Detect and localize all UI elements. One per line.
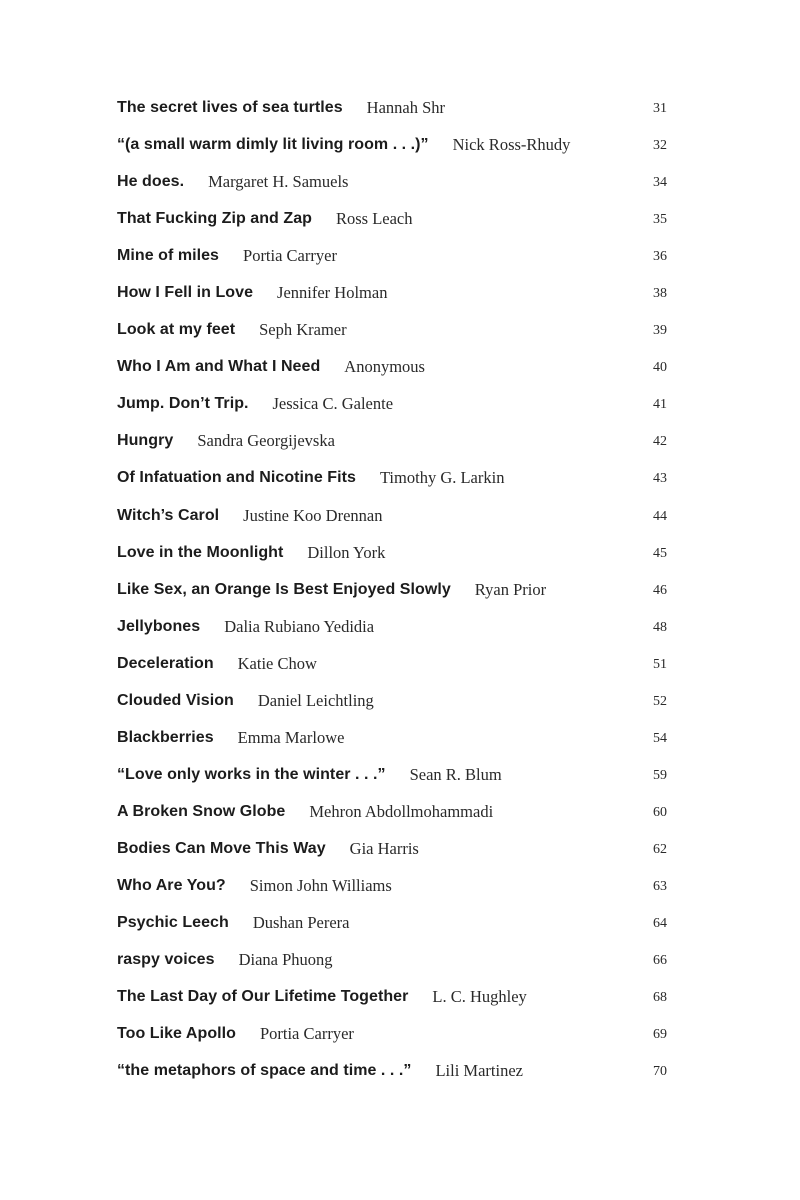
entry-page-number: 51 bbox=[653, 656, 667, 672]
entry-page-number: 36 bbox=[653, 249, 667, 265]
entry-page-number: 59 bbox=[653, 767, 667, 783]
toc-entry bbox=[117, 689, 667, 726]
entry-title: The secret lives of sea turtles bbox=[117, 99, 343, 116]
entry-author: Gia Harris bbox=[349, 838, 419, 858]
toc-entry bbox=[117, 911, 667, 948]
entry-title: Bodies Can Move This Way bbox=[117, 839, 326, 857]
entry-author: Dalia Rubiano Yedidia bbox=[224, 616, 375, 636]
entry-author: Mehron Abdollmohammadi bbox=[309, 801, 494, 821]
toc-entry bbox=[117, 837, 667, 874]
entry-page-number: 69 bbox=[653, 1027, 667, 1043]
table-of-contents bbox=[117, 96, 667, 1096]
entry-page-number: 35 bbox=[653, 212, 667, 228]
entry-page-number: 45 bbox=[653, 545, 667, 561]
entry-title: Love in the Moonlight bbox=[117, 543, 284, 561]
entry-author: L. C. Hughley bbox=[432, 987, 527, 1007]
toc-entry bbox=[117, 244, 667, 281]
entry-author: Timothy G. Larkin bbox=[379, 468, 505, 488]
entry-page-number: 40 bbox=[653, 360, 667, 376]
entry-author: Jennifer Holman bbox=[277, 283, 388, 303]
entry-title: “the metaphors of space and time . . .” bbox=[117, 1062, 412, 1080]
entry-title: Blackberries bbox=[117, 728, 214, 746]
entry-author: Jessica C. Galente bbox=[272, 394, 394, 414]
entry-title: Witch’s Carol bbox=[117, 506, 220, 524]
entry-author: Anonymous bbox=[344, 357, 425, 377]
entry-title: Who I Am and What I Need bbox=[117, 358, 321, 376]
entry-page-number: 48 bbox=[653, 619, 667, 635]
toc-entry bbox=[117, 874, 667, 911]
toc-entry bbox=[117, 504, 667, 541]
entry-page-number: 64 bbox=[653, 916, 667, 932]
toc-entry bbox=[117, 652, 667, 689]
entry-title: Deceleration bbox=[117, 654, 214, 672]
toc-entry bbox=[117, 541, 667, 578]
entry-page-number: 42 bbox=[653, 434, 667, 450]
entry-page-number: 46 bbox=[653, 582, 667, 598]
entry-author: Emma Marlowe bbox=[237, 727, 345, 747]
entry-page-number: 66 bbox=[653, 953, 667, 969]
entry-title: Jellybones bbox=[117, 617, 201, 635]
toc-entry bbox=[117, 1022, 667, 1059]
entry-title: Psychic Leech bbox=[117, 914, 229, 932]
entry-author: Ryan Prior bbox=[474, 579, 547, 599]
entry-author: Nick Ross-Rhudy bbox=[452, 135, 571, 155]
entry-author: Katie Chow bbox=[237, 653, 317, 673]
entry-page-number: 70 bbox=[653, 1064, 667, 1080]
entry-page-number: 38 bbox=[653, 286, 667, 302]
entry-page-number: 52 bbox=[653, 693, 667, 709]
toc-entry bbox=[117, 466, 667, 503]
entry-author: Ross Leach bbox=[335, 209, 413, 229]
entry-page-number: 62 bbox=[653, 841, 667, 857]
entry-title: He does. bbox=[117, 173, 185, 191]
entry-page-number: 34 bbox=[653, 175, 667, 191]
toc-entry bbox=[117, 763, 667, 800]
toc-entry bbox=[117, 615, 667, 652]
entry-title: That Fucking Zip and Zap bbox=[117, 210, 312, 228]
toc-entry bbox=[117, 392, 667, 429]
toc-entry bbox=[117, 207, 667, 244]
entry-author: Sandra Georgijevska bbox=[197, 431, 335, 451]
toc-entry bbox=[117, 96, 667, 133]
toc-entry bbox=[117, 281, 667, 318]
entry-author: Daniel Leichtling bbox=[257, 690, 374, 710]
toc-entry bbox=[117, 948, 667, 985]
entry-page-number: 54 bbox=[653, 730, 667, 746]
entry-page-number: 32 bbox=[653, 138, 667, 154]
entry-title: Like Sex, an Orange Is Best Enjoyed Slowly bbox=[117, 580, 451, 598]
entry-title: “(a small warm dimly lit living room . . .)” bbox=[117, 136, 429, 154]
entry-page-number: 68 bbox=[653, 990, 667, 1006]
entry-title: “Love only works in the winter . . .” bbox=[117, 765, 386, 783]
entry-title: Hungry bbox=[117, 432, 174, 450]
entry-title: Of Infatuation and Nicotine Fits bbox=[117, 469, 356, 487]
entry-author: Portia Carryer bbox=[259, 1024, 354, 1044]
entry-author: Dillon York bbox=[307, 542, 386, 562]
toc-entry bbox=[117, 318, 667, 355]
entry-author: Sean R. Blum bbox=[409, 764, 502, 784]
toc-entry bbox=[117, 429, 667, 466]
entry-page-number: 41 bbox=[653, 397, 667, 413]
entry-author: Hannah Shr bbox=[366, 98, 446, 117]
entry-author: Portia Carryer bbox=[243, 246, 337, 266]
entry-title: Mine of miles bbox=[117, 247, 220, 265]
entry-title: raspy voices bbox=[117, 951, 215, 969]
toc-entry bbox=[117, 133, 667, 170]
entry-title: Clouded Vision bbox=[117, 691, 234, 709]
entry-author: Lili Martinez bbox=[435, 1061, 523, 1081]
entry-title: Jump. Don’t Trip. bbox=[117, 395, 249, 413]
entry-author: Dushan Perera bbox=[252, 913, 350, 933]
entry-author: Margaret H. Samuels bbox=[208, 172, 349, 192]
toc-entry bbox=[117, 170, 667, 207]
entry-page-number: 39 bbox=[653, 323, 667, 339]
toc-entry bbox=[117, 726, 667, 763]
entry-page-number: 63 bbox=[653, 878, 667, 894]
toc-entry bbox=[117, 578, 667, 615]
toc-entry bbox=[117, 800, 667, 837]
entry-author: Diana Phuong bbox=[238, 950, 333, 970]
entry-page-number: 44 bbox=[653, 508, 667, 524]
entry-page-number: 60 bbox=[653, 804, 667, 820]
toc-entry bbox=[117, 985, 667, 1022]
toc-entry bbox=[117, 1059, 667, 1096]
entry-author: Justine Koo Drennan bbox=[243, 505, 383, 525]
entry-title: Too Like Apollo bbox=[117, 1025, 236, 1043]
entry-author: Seph Kramer bbox=[259, 320, 347, 340]
entry-author: Simon John Williams bbox=[249, 875, 392, 895]
entry-title: The Last Day of Our Lifetime Together bbox=[117, 988, 409, 1006]
entry-page-number: 43 bbox=[653, 471, 667, 487]
entry-title: Look at my feet bbox=[117, 321, 236, 339]
entry-title: How I Fell in Love bbox=[117, 284, 254, 302]
entry-title: Who Are You? bbox=[117, 876, 226, 894]
toc-entry bbox=[117, 355, 667, 392]
entry-page-number: 31 bbox=[653, 101, 667, 116]
entry-title: A Broken Snow Globe bbox=[117, 802, 286, 820]
